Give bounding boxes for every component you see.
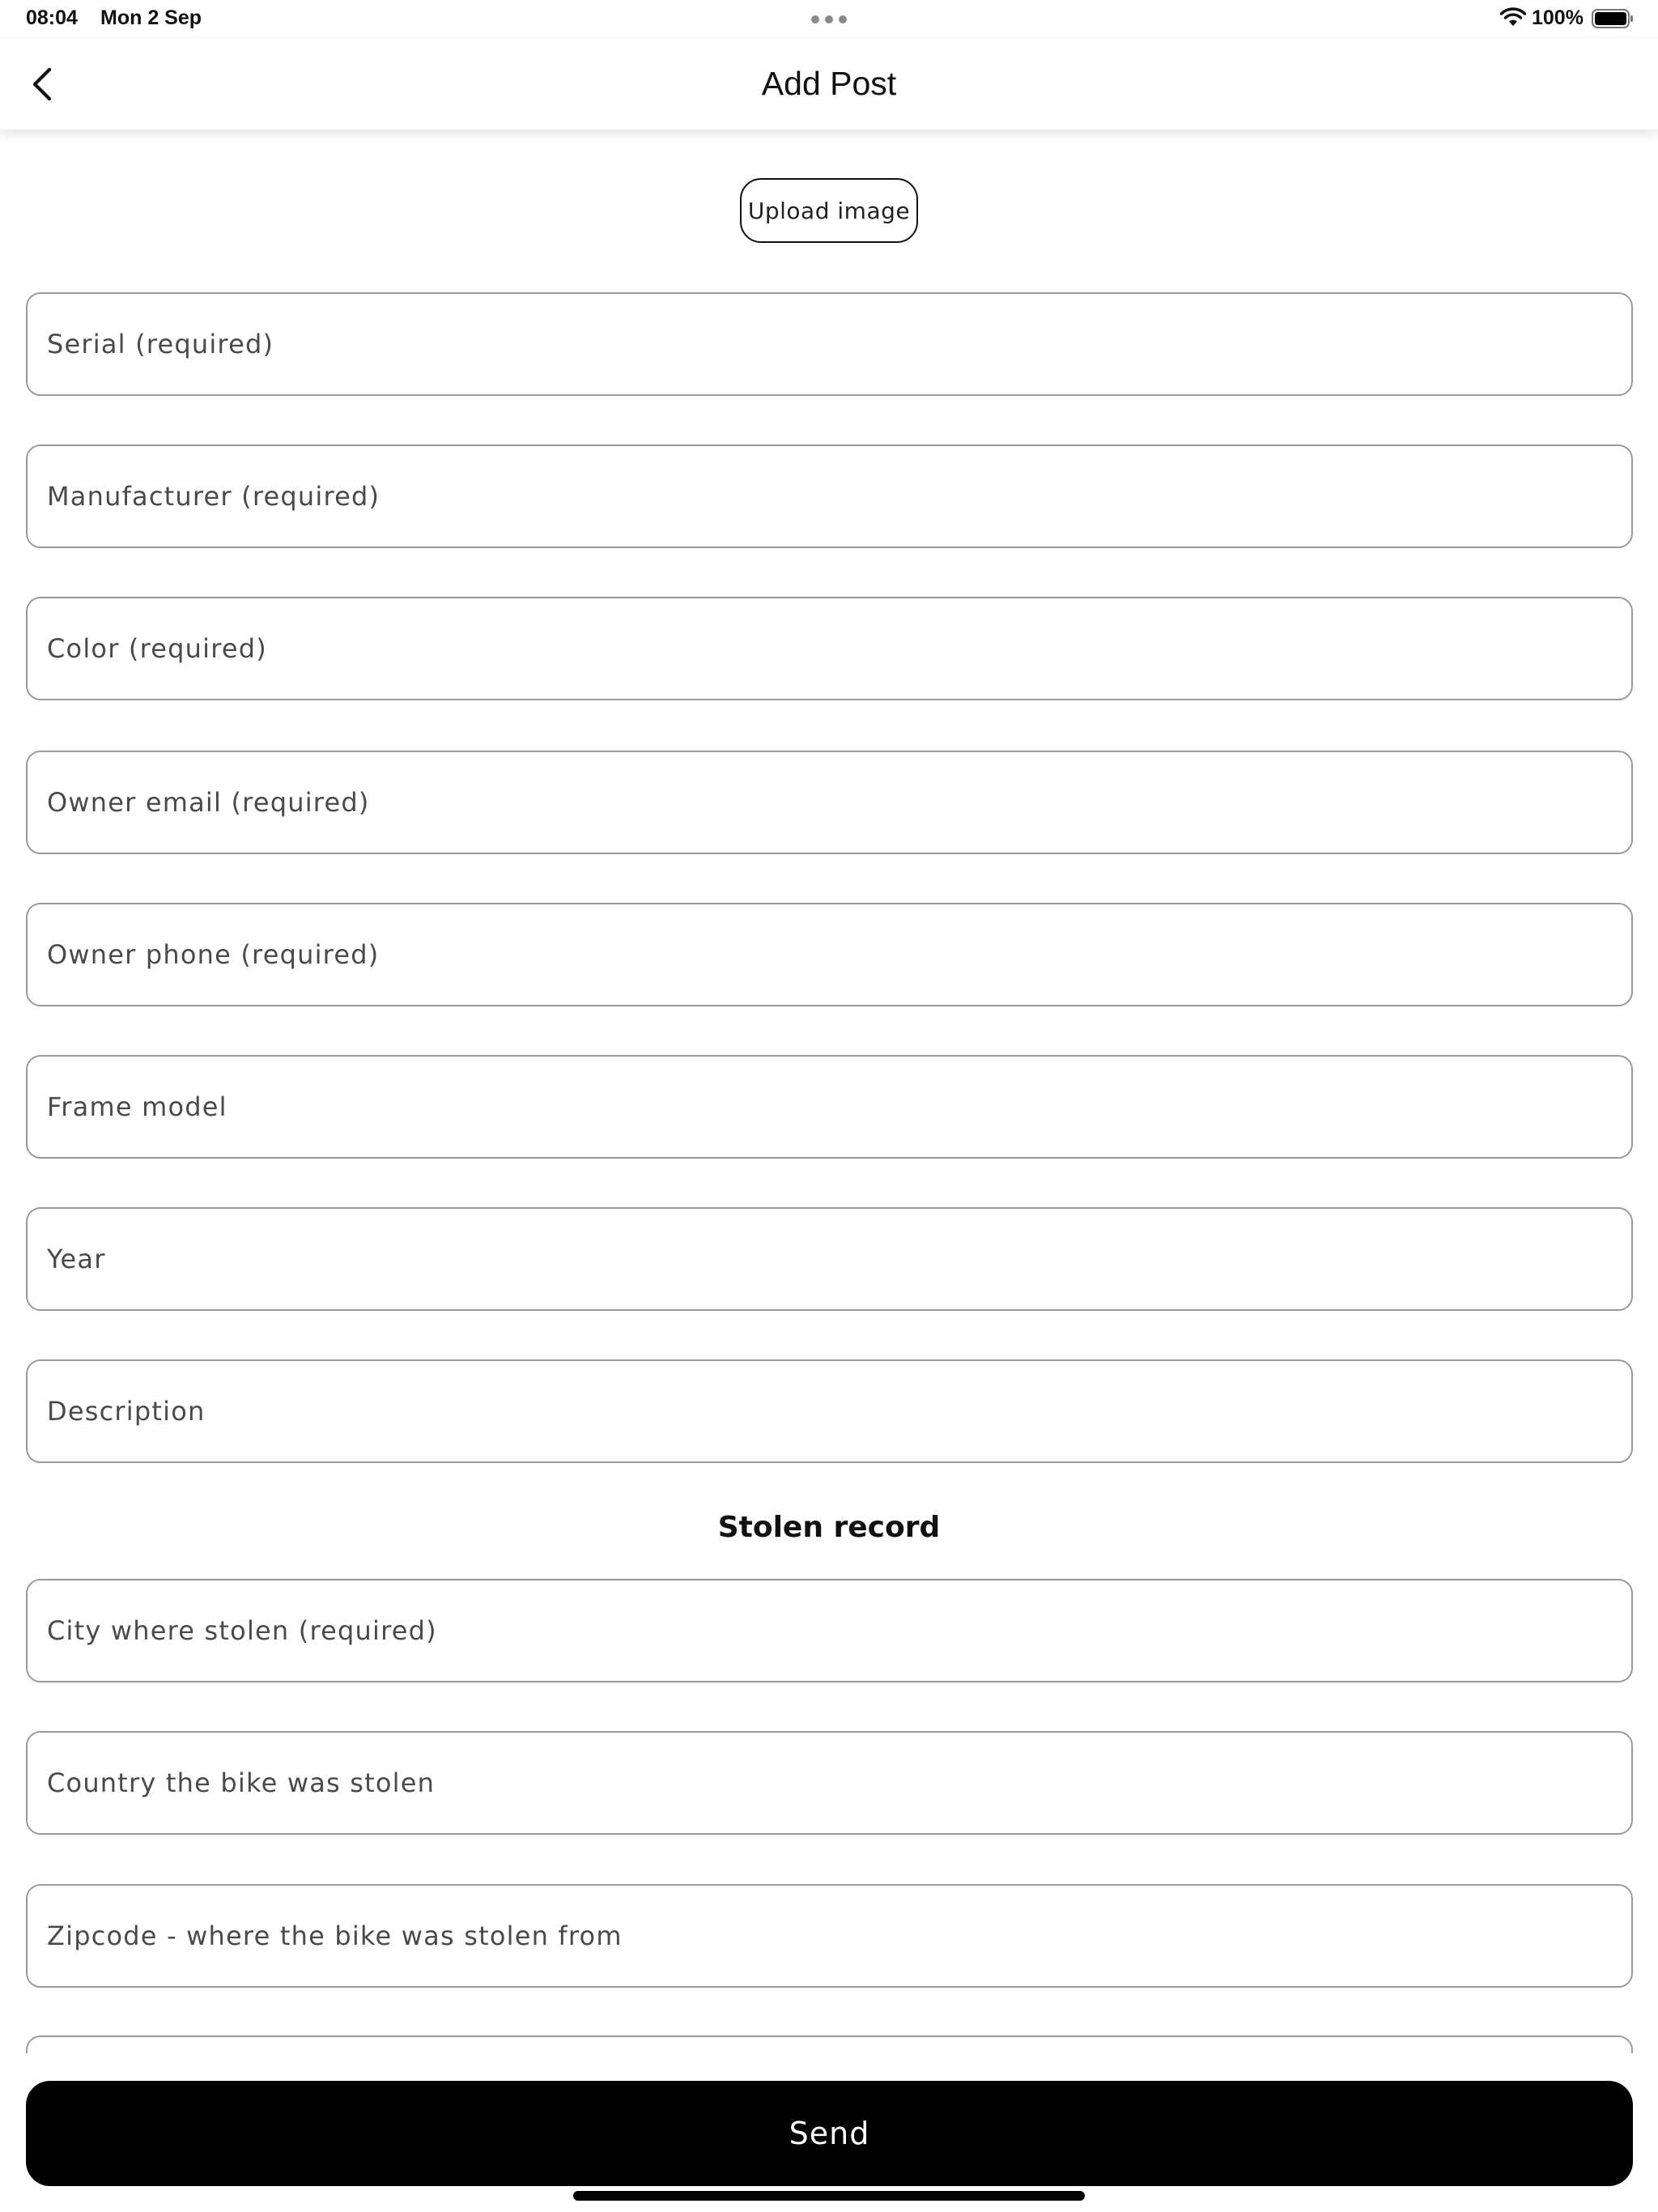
description-field[interactable] (26, 1359, 1633, 1463)
upload-image-button[interactable]: Upload image (740, 178, 918, 243)
wifi-icon (1499, 6, 1527, 28)
next-field-partial[interactable] (26, 2035, 1633, 2053)
city-stolen-placeholder: City where stolen (required) (47, 1615, 437, 1646)
year-field[interactable] (26, 1207, 1633, 1311)
manufacturer-field[interactable] (26, 445, 1633, 548)
status-date: Mon 2 Sep (100, 6, 202, 29)
serial-placeholder: Serial (required) (47, 329, 274, 359)
zipcode-field[interactable] (26, 1884, 1633, 1988)
description-placeholder: Description (47, 1396, 206, 1427)
owner-phone-placeholder: Owner phone (required) (47, 939, 380, 970)
country-stolen-placeholder: Country the bike was stolen (47, 1767, 436, 1798)
owner-email-placeholder: Owner email (required) (47, 787, 370, 818)
home-indicator[interactable] (573, 2191, 1085, 2201)
battery-percent: 100% (1532, 6, 1584, 29)
multitasking-dots-icon[interactable] (811, 15, 847, 23)
battery-icon (1592, 8, 1634, 29)
owner-phone-field[interactable] (26, 903, 1633, 1006)
stolen-record-heading: Stolen record (717, 1511, 941, 1544)
manufacturer-placeholder: Manufacturer (required) (47, 481, 380, 512)
status-time: 08:04 (26, 6, 78, 29)
frame-model-placeholder: Frame model (47, 1091, 227, 1122)
year-placeholder: Year (47, 1244, 106, 1274)
zipcode-placeholder: Zipcode - where the bike was stolen from (47, 1921, 623, 1951)
color-field[interactable] (26, 597, 1633, 700)
send-button[interactable]: Send (26, 2081, 1633, 2186)
page-title: Add Post (761, 65, 897, 102)
status-bar (0, 0, 1658, 39)
color-placeholder: Color (required) (47, 633, 267, 664)
city-stolen-field[interactable] (26, 1579, 1633, 1682)
frame-model-field[interactable] (26, 1055, 1633, 1159)
owner-email-field[interactable] (26, 751, 1633, 854)
scroll-clip (0, 2032, 1658, 2053)
navigation-bar (0, 39, 1658, 130)
serial-field[interactable] (26, 292, 1633, 396)
country-stolen-field[interactable] (26, 1731, 1633, 1835)
